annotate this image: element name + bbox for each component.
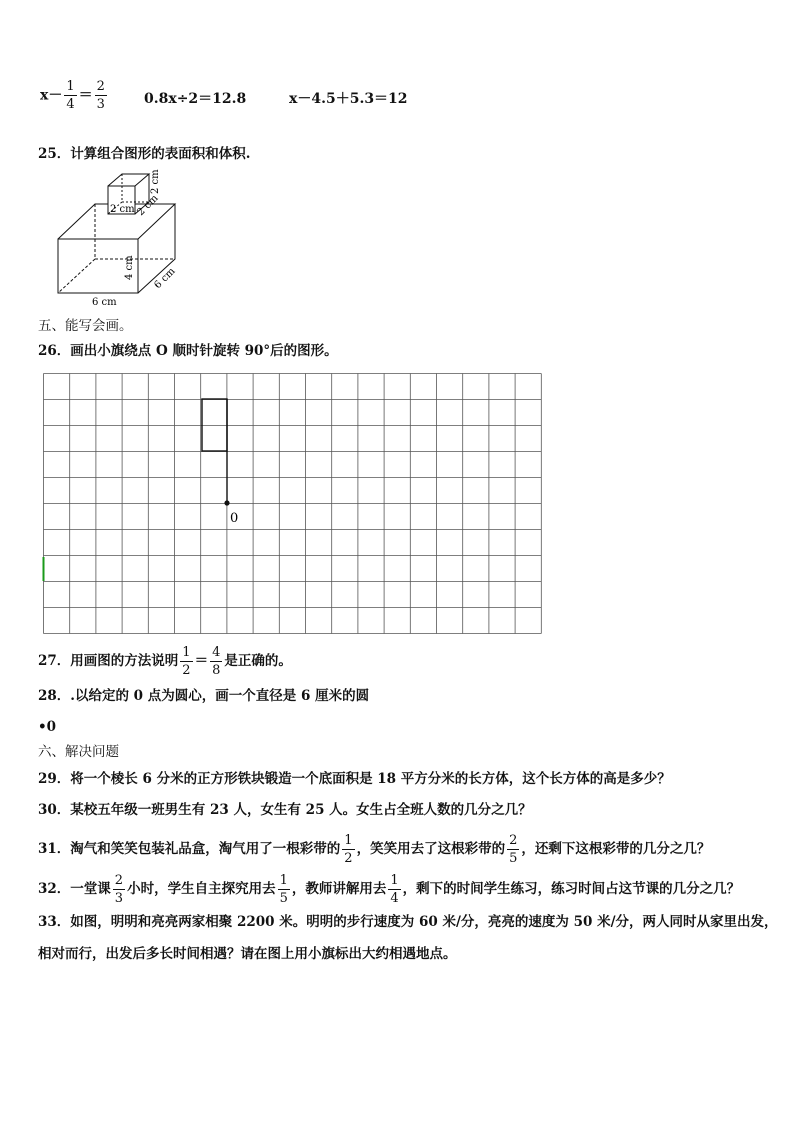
point-o: [224, 500, 229, 505]
fraction: $\frac{2}{5}$: [509, 833, 518, 866]
fraction: $\frac{1}{2}$: [344, 833, 353, 866]
cuboid-figure: [40, 168, 200, 308]
label-big-height: 4 cm: [124, 255, 135, 280]
question-28: 28．.以给定的 0 点为圆心，画一个直径是 6 厘米的圆: [38, 688, 370, 704]
fraction: $\frac{1}{4}$: [390, 873, 399, 906]
given-point-o: •0: [38, 719, 57, 735]
fraction: $\frac{1}{4}$: [66, 79, 75, 112]
question-26: 26．画出小旗绕点 O 顺时针旋转 90°后的图形。: [38, 343, 338, 359]
question-27: 27．用画图的方法说明 $\frac{1}{2}$ ＝ $\frac{4}{8}$ 是正确的。: [38, 645, 292, 678]
flag-shape: [202, 399, 227, 451]
label-small-height: 2 cm: [150, 169, 161, 194]
fraction: $\frac{2}{3}$: [114, 873, 124, 906]
question-25: 25．计算组合图形的表面积和体积.: [38, 146, 251, 162]
label-small-width: 2 cm: [110, 204, 135, 215]
fraction: $\frac{1}{5}$: [279, 873, 288, 906]
question-32: 32．一堂课 $\frac{2}{3}$ 小时，学生自主探究用去 $\frac{1}{5}$ ，教师讲解用去 $\frac{1}{4}$ ，剩下的时间学生练习，练习时间占这节课的几分之几？: [38, 873, 741, 906]
question-33-line-1: 33．如图，明明和亮亮两家相聚 2200 米。明明的步行速度为 60 米/分，亮亮的速度为 50 米/分，两人同时从家里出发，: [38, 914, 778, 930]
equation-3: x－4.5＋5.3＝12: [289, 91, 408, 107]
point-o-label: 0: [230, 511, 239, 526]
question-30: 30．某校五年级一班男生有 23 人，女生有 25 人。女生占全班人数的几分之几？: [38, 802, 532, 818]
section-5-title: 五、能写会画。: [38, 318, 133, 334]
drawing-grid[interactable]: [40, 370, 550, 635]
equation-2: 0.8x÷2＝12.8: [144, 91, 247, 107]
question-33-line-2: 相对而行，出发后多长时间相遇？请在图上用小旗标出大约相遇地点。: [38, 946, 457, 962]
label-big-width: 6 cm: [92, 297, 117, 308]
fraction: $\frac{2}{3}$: [96, 79, 105, 112]
equation-1: x－ $\frac{1}{4}$ ＝ $\frac{2}{3}$: [40, 79, 105, 112]
fraction: $\frac{1}{2}$: [182, 645, 191, 678]
fraction: $\frac{4}{8}$: [212, 645, 221, 678]
label-small-depth: 2 cm: [135, 192, 161, 219]
label-big-depth: 6 cm: [152, 265, 178, 292]
question-31: 31．淘气和笑笑包装礼品盒，淘气用了一根彩带的 $\frac{1}{2}$ ，笑笑用去了这根彩带的 $\frac{2}{5}$ ，还剩下这根彩带的几分之几？: [38, 833, 711, 866]
question-29: 29．将一个棱长 6 分米的正方形铁块锻造一个底面积是 18 平方分米的长方体，这个长方体的高是多少？: [38, 771, 671, 787]
section-6-title: 六、解决问题: [38, 744, 119, 760]
